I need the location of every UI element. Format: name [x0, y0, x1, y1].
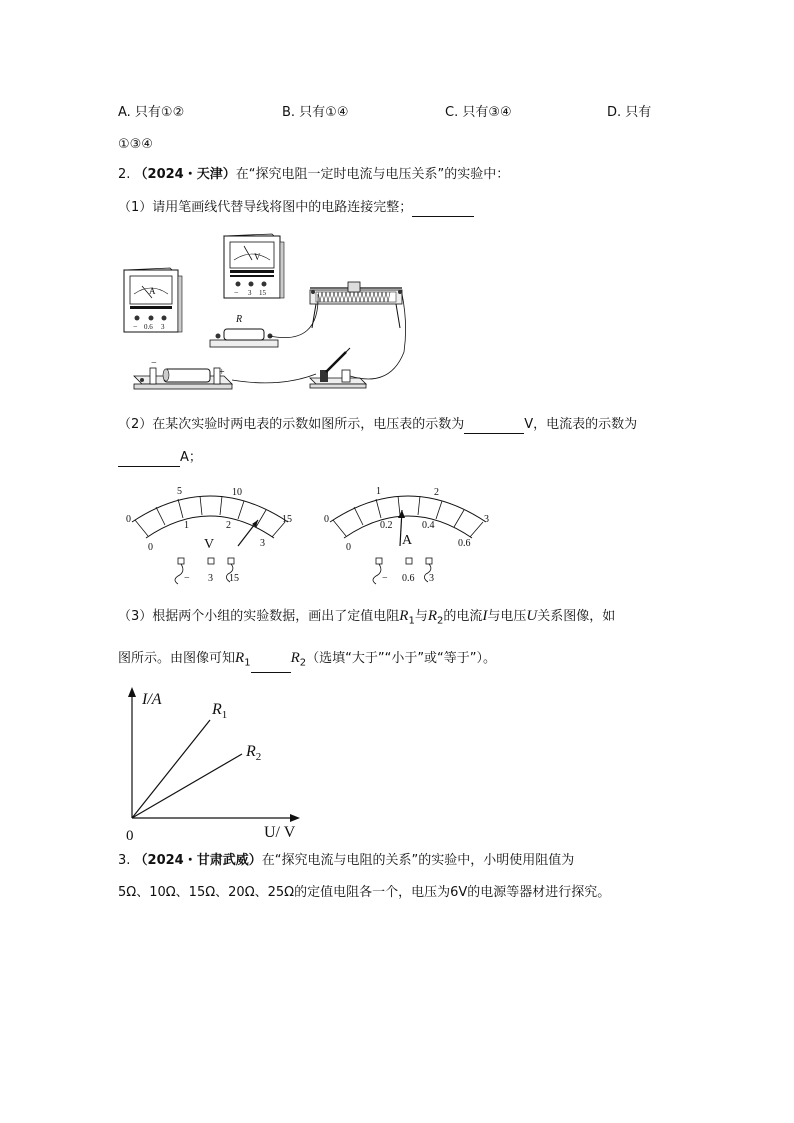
question-2-part-2: （2）在某次实验时两电表的示数如图所示，电压表的示数为 V，电流表的示数为 — [118, 417, 638, 432]
voltmeter-device — [224, 234, 284, 298]
voltmeter-dial-letter: V — [204, 537, 215, 552]
voltmeter-tick-label: 2 — [226, 520, 231, 531]
option-c: C. 只有③④ — [445, 105, 512, 120]
answer-blank-1[interactable] — [412, 203, 474, 217]
voltmeter-terminal: 3 — [248, 289, 252, 297]
ammeter-terminal: − — [133, 322, 138, 331]
question-number: 3. — [118, 853, 131, 868]
question-stem: 在“探究电阻一定时电流与电压关系”的实验中： — [235, 167, 510, 182]
resistor-device — [210, 314, 278, 347]
ammeter-letter: A — [149, 286, 156, 296]
question-2-part-1: （1）请用笔画线代替导线将图中的电路连接完整； — [118, 199, 474, 217]
y-axis-label: I/A — [142, 691, 162, 708]
r2-label: $R_2$ — [246, 743, 262, 763]
question-2-part-3: （3）根据两个小组的实验数据，画出了定值电阻$R_1$与$R_2$的电流I与电压U关系图像，如 — [118, 608, 616, 627]
option-a: A. 只有①② — [118, 105, 185, 120]
r1-label: $R_1$ — [212, 701, 228, 721]
voltmeter-dial-terminal: 3 — [208, 573, 213, 584]
r2-line — [132, 754, 242, 818]
voltmeter-dial-terminal: 15 — [229, 573, 239, 584]
question-number: 2. — [118, 167, 131, 182]
ammeter-dial-terminal: 0.6 — [402, 573, 415, 584]
question-2-part-2-line-2: A； — [118, 449, 202, 467]
rheostat-device — [310, 282, 402, 328]
voltmeter-tick-label: 5 — [177, 486, 182, 497]
x-axis-label: U/ V — [264, 824, 296, 841]
ammeter-terminal: 0.6 — [144, 323, 153, 331]
ammeter-dial — [318, 480, 498, 590]
ammeter-tick-label: 0.4 — [422, 520, 435, 531]
voltmeter-tick-label: 3 — [260, 538, 265, 549]
battery-minus: − — [151, 358, 157, 369]
ammeter-dial-terminal: − — [382, 573, 388, 584]
ammeter-tick-label: 0.2 — [380, 520, 393, 531]
r1-line — [132, 720, 210, 818]
option-b: B. 只有①④ — [282, 105, 349, 120]
ammeter-tick-label: 1 — [376, 486, 381, 497]
voltmeter-terminal: 15 — [259, 289, 266, 297]
iu-graph — [122, 684, 322, 844]
question-2-heading — [118, 166, 509, 184]
voltmeter-dial-terminal: − — [184, 573, 190, 584]
question-stem: 在“探究电流与电阻的关系”的实验中，小明使用阻值为 — [261, 853, 575, 868]
voltmeter-tick-label: 1 — [184, 520, 189, 531]
voltmeter-tick-label: 10 — [232, 487, 242, 498]
voltmeter-tick-label: 0 — [126, 514, 131, 525]
voltmeter-terminal: − — [234, 288, 239, 297]
ammeter-device — [124, 268, 182, 332]
answer-blank-compare[interactable] — [251, 659, 291, 673]
ammeter-tick-label: 2 — [434, 487, 439, 498]
answer-blank-voltage[interactable] — [464, 420, 524, 434]
option-d: D. 只有 — [607, 105, 652, 120]
battery-holder — [134, 358, 232, 389]
battery-plus: + — [219, 367, 225, 378]
voltmeter-tick-label: 0 — [148, 542, 153, 553]
origin-label: 0 — [126, 828, 134, 844]
voltmeter-tick-label: 15 — [282, 514, 292, 525]
voltmeter-dial — [120, 480, 300, 590]
ammeter-dial-terminal: 3 — [429, 573, 434, 584]
question-2-part-3-line-2: 图所示。由图像可知$R_1$ $R_2$（选填“大于”“小于”或“等于”）。 — [118, 649, 496, 673]
question-source: （2024・天津） — [134, 167, 236, 182]
switch-device — [310, 348, 366, 388]
ammeter-tick-label: 0 — [346, 542, 351, 553]
voltmeter-letter: V — [254, 252, 261, 262]
resistor-label: R — [236, 314, 243, 325]
ammeter-tick-label: 0 — [324, 514, 329, 525]
ammeter-tick-label: 0.6 — [458, 538, 471, 549]
circuit-figure — [120, 228, 420, 398]
question-3-line-2: 5Ω、10Ω、15Ω、20Ω、25Ω的定值电阻各一个，电压为6V的电源等器材进行探究。 — [118, 885, 611, 900]
ammeter-terminal: 3 — [161, 323, 165, 331]
ammeter-dial-letter: A — [402, 533, 413, 548]
ammeter-tick-label: 3 — [484, 514, 489, 525]
question-3-heading — [118, 852, 574, 870]
answer-blank-current[interactable] — [118, 453, 180, 467]
question-source: （2024・甘肃武威） — [134, 853, 262, 868]
option-d-continued: ①③④ — [118, 137, 153, 152]
